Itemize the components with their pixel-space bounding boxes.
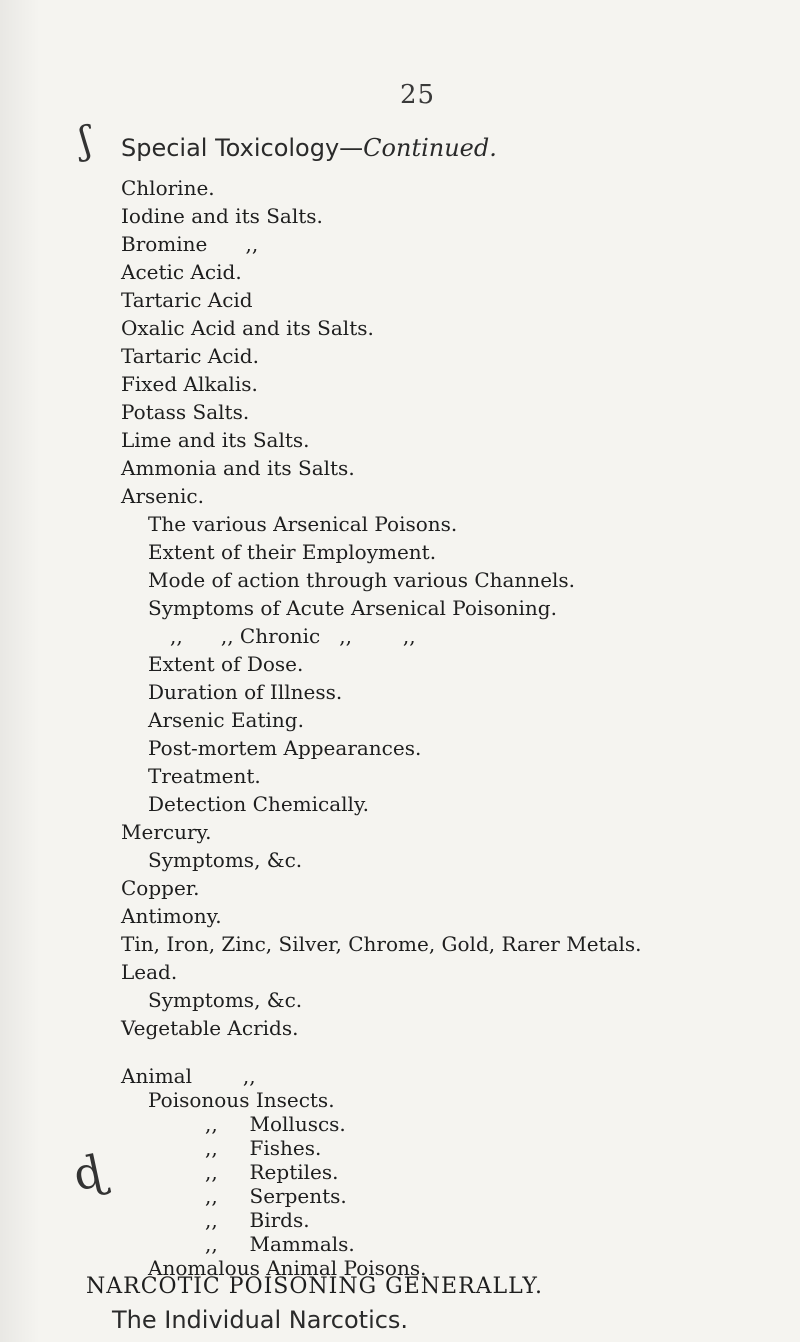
list-item: Animal ,, xyxy=(121,1064,256,1088)
list-item: Mercury. xyxy=(121,820,212,844)
list-item: Oxalic Acid and its Salts. xyxy=(121,316,374,340)
pencil-mark-icon: ʃ xyxy=(76,117,94,163)
list-item: Potass Salts. xyxy=(121,400,250,424)
list-subitem: Extent of their Employment. xyxy=(148,540,437,564)
list-subitem: Symptoms of Acute Arsenical Poisoning. xyxy=(148,596,557,620)
list-item: Arsenic. xyxy=(121,484,204,508)
list-subitem: The various Arsenical Poisons. xyxy=(148,512,458,536)
list-subitem: ,, Mammals. xyxy=(205,1232,355,1256)
list-item: Bromine ,, xyxy=(121,232,259,256)
section-title: NARCOTIC POISONING GENERALLY. xyxy=(86,1274,544,1299)
list-subitem: ,, Birds. xyxy=(205,1208,310,1232)
list-subitem: ,, Serpents. xyxy=(205,1184,347,1208)
list-subitem: Anomalous Animal Poisons. xyxy=(148,1256,427,1280)
list-subitem: Mode of action through various Channels. xyxy=(148,568,576,592)
list-subitem: Poisonous Insects. xyxy=(148,1088,335,1112)
list-subitem: Post-mortem Appearances. xyxy=(148,736,422,760)
list-subitem: ,, ,, Chronic ,, ,, xyxy=(170,624,416,648)
list-subitem: Detection Chemically. xyxy=(148,792,369,816)
heading-text: Special Toxicology— xyxy=(121,134,364,162)
list-item: Acetic Acid. xyxy=(121,260,242,284)
list-subitem: ,, Fishes. xyxy=(205,1136,322,1160)
list-item: Vegetable Acrids. xyxy=(121,1016,299,1040)
list-subitem: Symptoms, &c. xyxy=(148,848,303,872)
pencil-mark-icon: ɖ xyxy=(69,1145,108,1202)
heading-continued: Continued. xyxy=(363,134,497,162)
list-item: Tin, Iron, Zinc, Silver, Chrome, Gold, Rarer Metals. xyxy=(121,932,642,956)
list-item: Tartaric Acid xyxy=(121,288,253,312)
list-item: Antimony. xyxy=(121,904,222,928)
list-item: Lime and its Salts. xyxy=(121,428,310,452)
list-subitem: Treatment. xyxy=(148,764,261,788)
list-item: Tartaric Acid. xyxy=(121,344,259,368)
list-item: Iodine and its Salts. xyxy=(121,204,323,228)
list-subitem: Arsenic Eating. xyxy=(148,708,304,732)
list-item: Copper. xyxy=(121,876,200,900)
list-subitem: Extent of Dose. xyxy=(148,652,304,676)
section-subtitle: The Individual Narcotics. xyxy=(112,1306,409,1334)
list-subitem: Duration of Illness. xyxy=(148,680,343,704)
list-item: Lead. xyxy=(121,960,178,984)
list-item: Fixed Alkalis. xyxy=(121,372,258,396)
page-heading xyxy=(121,134,497,162)
list-subitem: Symptoms, &c. xyxy=(148,988,303,1012)
list-item: Ammonia and its Salts. xyxy=(121,456,355,480)
list-subitem: ,, Molluscs. xyxy=(205,1112,346,1136)
page-number: 25 xyxy=(400,80,436,110)
list-subitem: ,, Reptiles. xyxy=(205,1160,339,1184)
list-item: Chlorine. xyxy=(121,176,215,200)
